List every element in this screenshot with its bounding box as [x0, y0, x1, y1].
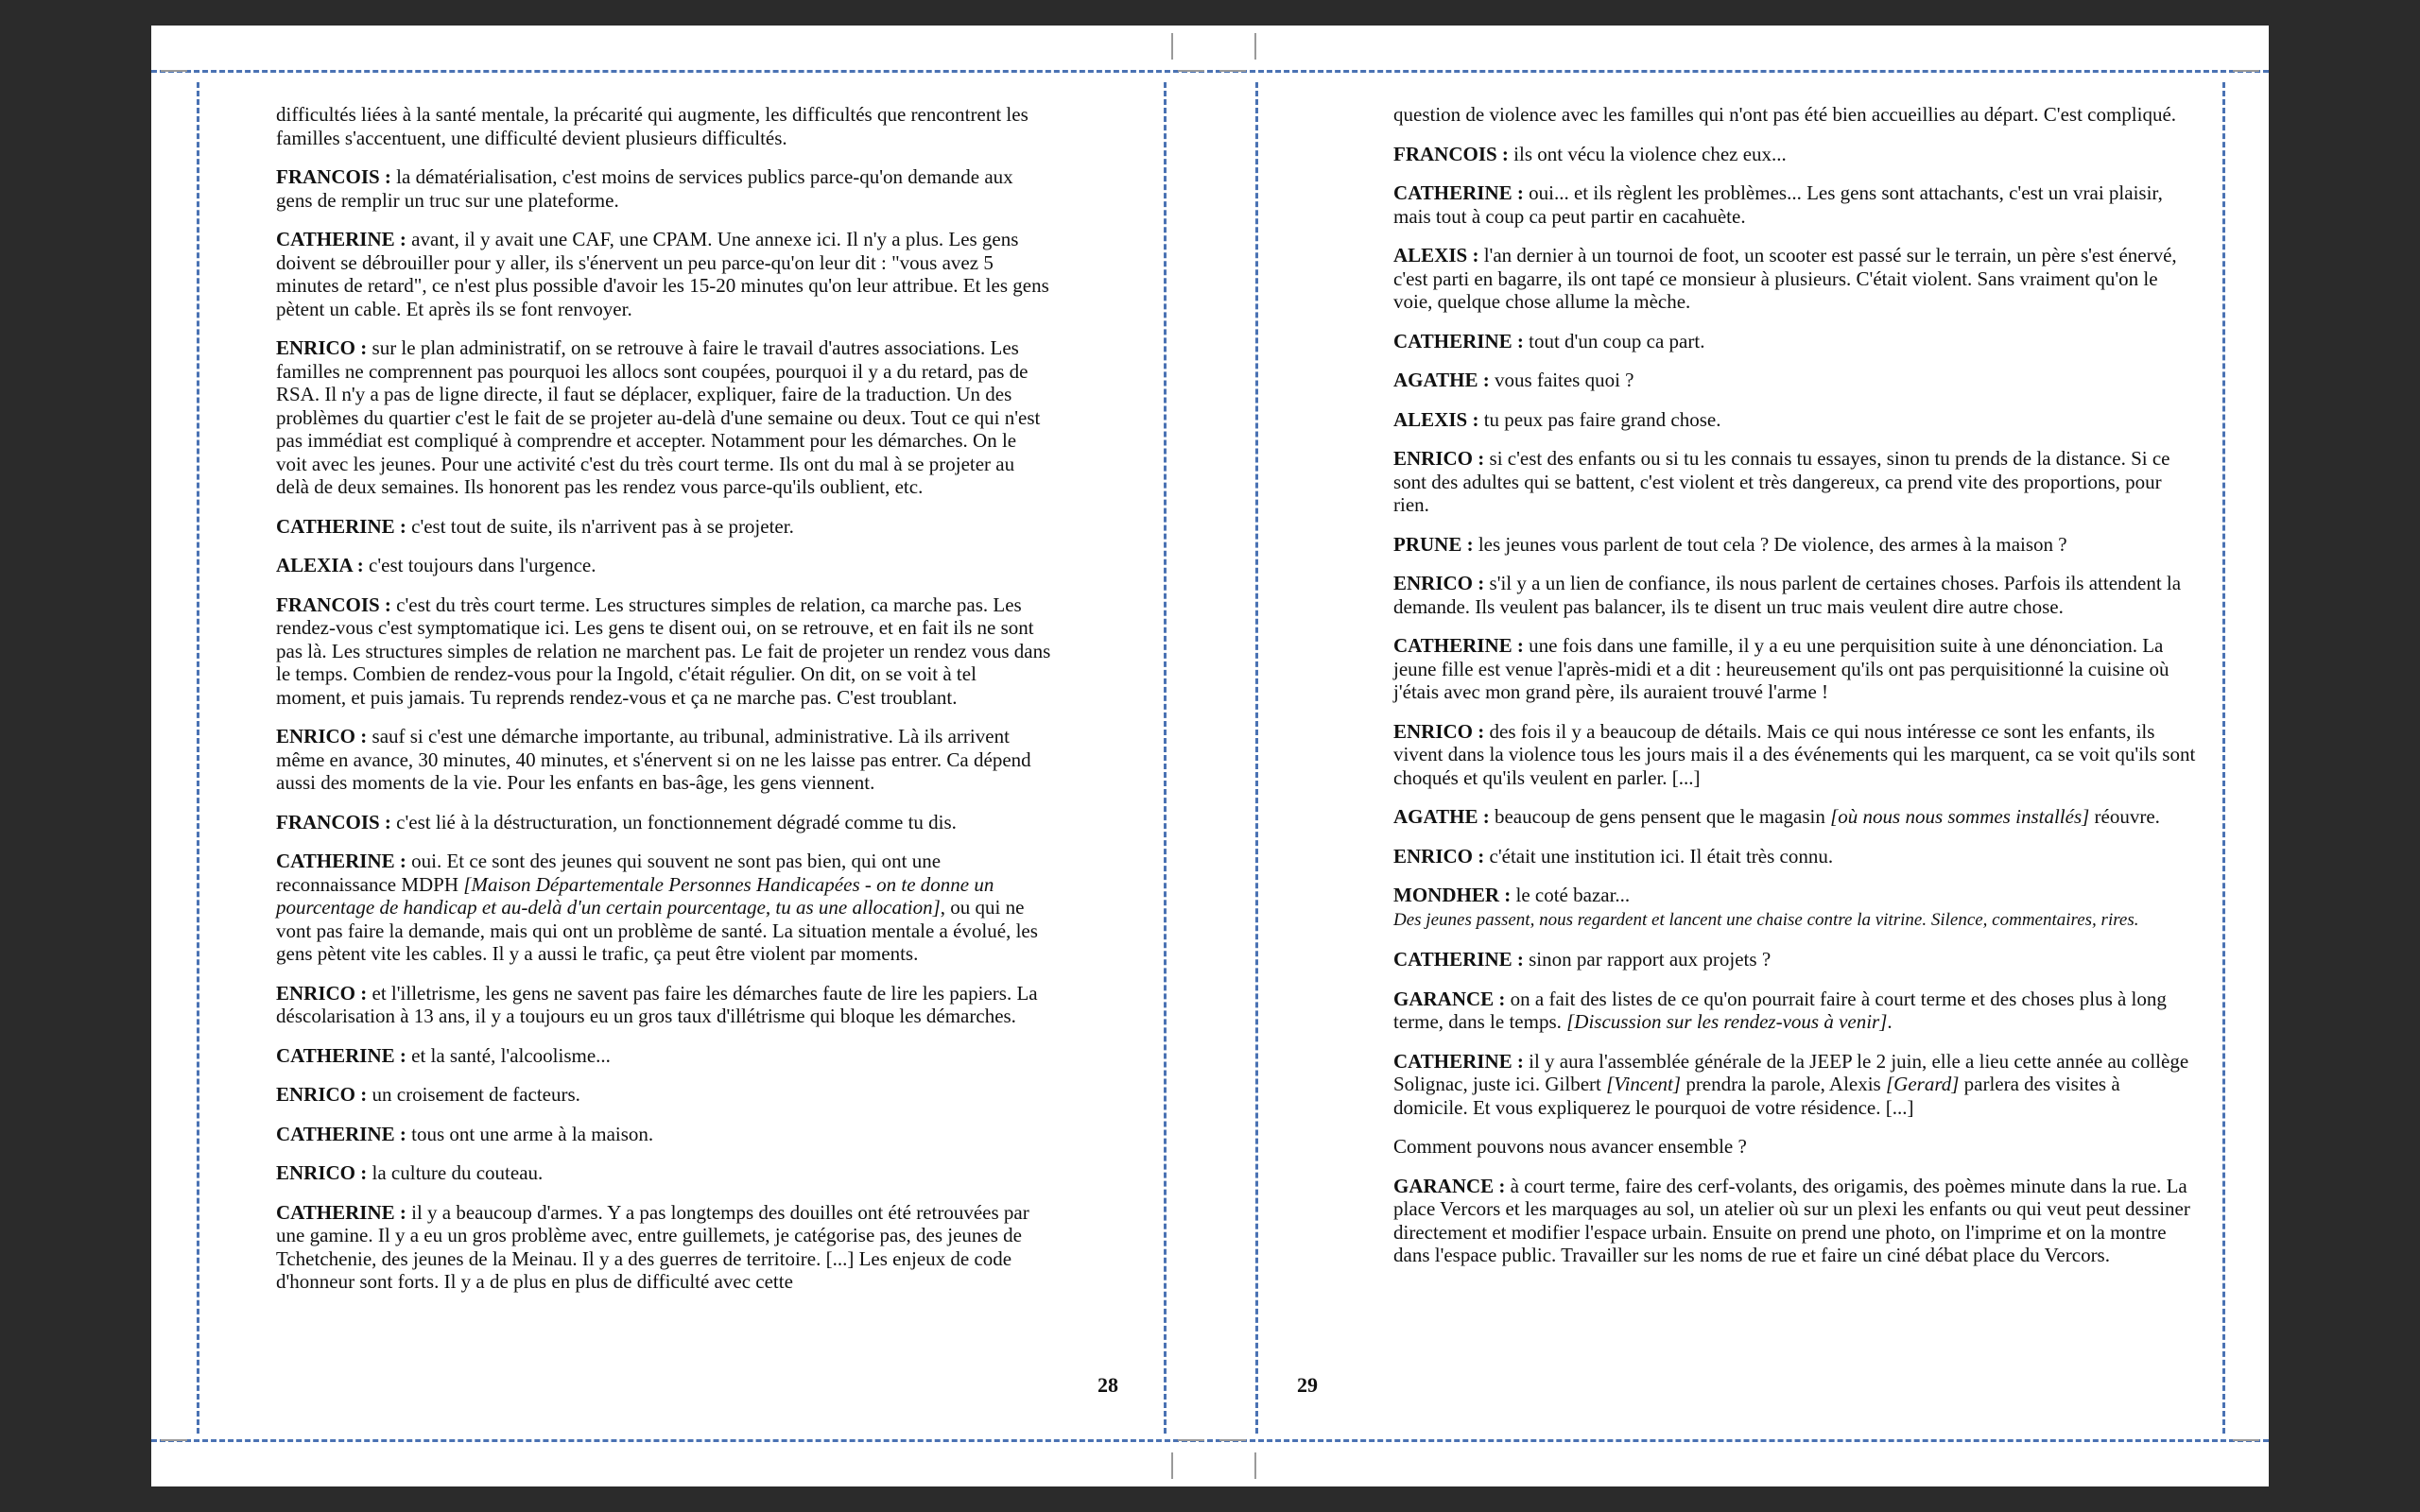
- crop-mark: [1254, 33, 1256, 60]
- paragraph-text: l'an dernier à un tournoi de foot, un scooter est passé sur le terrain, un père s'est énervé, c'est parti en bagarre, ils ont tapé ce monsieur à plusieurs. C'était violent. Sans vraiment qu'on le voie, quelque chose allume la mèche.: [1393, 244, 2177, 313]
- speaker-name: CATHERINE :: [276, 228, 406, 250]
- dialogue-paragraph: [276, 1161, 1051, 1185]
- crop-mark: [1219, 70, 1246, 72]
- paragraph-text: les jeunes vous parlent de tout cela ? De violence, des armes à la maison ?: [1473, 532, 2067, 556]
- editorial-note: [Discussion sur les rendez-vous à venir]: [1566, 1010, 1888, 1033]
- page-left-text: [276, 103, 1051, 1310]
- paragraph-text: vous faites quoi ?: [1489, 369, 1634, 391]
- speaker-name: CATHERINE :: [1393, 948, 1524, 971]
- speaker-name: CATHERINE :: [1393, 1049, 1524, 1073]
- page-right: [1255, 26, 2269, 1486]
- bleed-guide-left-inner: [1164, 82, 1167, 1434]
- speaker-name: FRANCOIS :: [1393, 142, 1509, 165]
- dialogue-paragraph: [276, 1083, 1051, 1107]
- dialogue-paragraph: [276, 554, 1051, 577]
- dialogue-paragraph: [1393, 1175, 2197, 1267]
- speaker-name: ENRICO :: [276, 1083, 368, 1106]
- dialogue-paragraph: [276, 811, 1051, 834]
- paragraph-text: oui... et ils règlent les problèmes... Les gens sont attachants, c'est un vrai plaisir, mais tout à coup ca peut partir en cacahuète.: [1393, 181, 2163, 228]
- dialogue-paragraph: [1393, 572, 2197, 618]
- dialogue-paragraph: [1393, 330, 2197, 353]
- speaker-name: ENRICO :: [276, 725, 368, 747]
- crop-mark: [2233, 70, 2259, 72]
- dialogue-paragraph: [276, 103, 1051, 149]
- page-gutter: [1172, 26, 1255, 1486]
- crop-mark: [1178, 1439, 1204, 1441]
- crop-mark: [1171, 33, 1173, 60]
- dialogue-paragraph: [1393, 720, 2197, 790]
- speaker-name: CATHERINE :: [1393, 634, 1524, 657]
- dialogue-paragraph: [1393, 103, 2197, 127]
- speaker-name: FRANCOIS :: [276, 810, 391, 833]
- speaker-name: FRANCOIS :: [276, 165, 391, 188]
- paragraph-text: la culture du couteau.: [367, 1161, 544, 1184]
- dialogue-paragraph: [276, 1201, 1051, 1294]
- paragraph-text: sauf si c'est une démarche importante, au tribunal, administrative. Là ils arrivent même en avance, 30 minutes, 40 minutes, et s'énervent si on ne les laisse pas entrer. Ca dépend aussi des moments de la vie. Pour les enfants en bas-âge, les gens viennent.: [276, 725, 1031, 794]
- speaker-name: AGATHE :: [1393, 805, 1490, 828]
- speaker-name: ENRICO :: [1393, 447, 1485, 470]
- bleed-guide-right-outer: [2222, 82, 2225, 1434]
- paragraph-text: un croisement de facteurs.: [367, 1083, 580, 1106]
- bleed-guide-left-outer: [197, 82, 199, 1434]
- page-left: [151, 26, 1172, 1486]
- dialogue-paragraph: [1393, 884, 2197, 932]
- dialogue-paragraph: [1393, 143, 2197, 166]
- paragraph-text: c'est toujours dans l'urgence.: [363, 554, 596, 576]
- paragraph-text: sinon par rapport aux projets ?: [1523, 948, 1772, 971]
- crop-mark: [1171, 1452, 1173, 1479]
- paragraph-text: on a fait des listes de ce qu'on pourrait faire à court terme et des choses plus à long terme, dans le temps.: [1393, 987, 2167, 1033]
- speaker-name: ALEXIA :: [276, 554, 364, 576]
- paragraph-text: question de violence avec les familles qui n'ont pas été bien accueillies au départ. C'est compliqué.: [1393, 103, 2177, 126]
- speaker-name: MONDHER :: [1393, 884, 1512, 906]
- speaker-name: CATHERINE :: [276, 850, 406, 872]
- paragraph-text: s'il y a un lien de confiance, ils nous parlent de certaines choses. Parfois ils attendent la demande. Ils veulent pas balancer, ils te disent un truc mais veulent dire autre chose.: [1393, 572, 2182, 618]
- dialogue-paragraph: [1393, 948, 2197, 971]
- paragraph-text: tout d'un coup ca part.: [1523, 329, 1705, 352]
- speaker-name: ENRICO :: [1393, 719, 1485, 743]
- speaker-name: CATHERINE :: [1393, 329, 1524, 352]
- paragraph-text: tous ont une arme à la maison.: [406, 1122, 654, 1145]
- paragraph-text: si c'est des enfants ou si tu les connais tu essayes, sinon tu prends de la distance. Si ce sont des adultes qui se battent, c'est violent et très dangereux, ca prend vite des proportions, pour rien.: [1393, 447, 2170, 516]
- dialogue-paragraph: [1393, 988, 2197, 1034]
- paragraph-text: beaucoup de gens pensent que le magasin: [1489, 805, 1831, 828]
- dialogue-paragraph: [276, 982, 1051, 1028]
- paragraph-text: il y aura l'assemblée générale de la JEEP le 2 juin, elle a lieu cette année au collège Solignac, juste ici. Gilbert: [1393, 1049, 2189, 1095]
- crop-mark: [2233, 1439, 2259, 1441]
- page-number-right: 29: [1297, 1373, 1318, 1397]
- paragraph-text: c'est tout de suite, ils n'arrivent pas à se projeter.: [406, 514, 794, 538]
- speaker-name: ALEXIS :: [1393, 407, 1479, 431]
- speaker-name: ENRICO :: [276, 336, 368, 359]
- dialogue-paragraph: [276, 850, 1051, 966]
- dialogue-paragraph: [276, 593, 1051, 710]
- speaker-name: AGATHE :: [1393, 369, 1490, 391]
- dialogue-paragraph: [276, 228, 1051, 320]
- editorial-note: [Vincent]: [1606, 1073, 1682, 1095]
- page-right-text: [1393, 103, 2197, 1283]
- editorial-note: [Gerard]: [1885, 1073, 1960, 1095]
- paragraph-text: ils ont vécu la violence chez eux...: [1508, 142, 1787, 165]
- crop-mark: [1178, 70, 1204, 72]
- dialogue-paragraph: [1393, 1135, 2197, 1159]
- speaker-name: CATHERINE :: [276, 1200, 406, 1224]
- dialogue-paragraph: [1393, 181, 2197, 228]
- dialogue-paragraph: [1393, 244, 2197, 314]
- crop-mark: [161, 70, 187, 72]
- speaker-name: CATHERINE :: [276, 514, 406, 538]
- speaker-name: ALEXIS :: [1393, 244, 1479, 266]
- speaker-name: ENRICO :: [1393, 844, 1485, 868]
- speaker-name: CATHERINE :: [276, 1043, 406, 1067]
- paragraph-text-continued: réouvre.: [2089, 805, 2160, 828]
- speaker-name: ENRICO :: [276, 1161, 368, 1184]
- dialogue-paragraph: [1393, 634, 2197, 704]
- paragraph-text: c'est du très court terme. Les structures simples de relation, ca marche pas. Les rendez-vous c'est symptomatique ici. Les gens te disent oui, on se retrouve, et en fait ils ne sont pas là. Les structures simples de relation ne marchent pas. Le fait de projeter un rendez vous dans le temps. Combien de rendez-vous pour la Ingold, c'était régulier. On dit, on se voit à tel moment, et puis jamais. Tu reprends rendez-vous et ça ne marche pas. C'est troublant.: [276, 593, 1051, 709]
- crop-mark: [1219, 1439, 1246, 1441]
- paragraph-text: et l'illetrisme, les gens ne savent pas faire les démarches faute de lire les papiers. La déscolarisation à 13 ans, il y a toujours eu un gros taux d'illétrisme qui bloque les démarches.: [276, 981, 1038, 1027]
- speaker-name: ENRICO :: [276, 981, 368, 1005]
- speaker-name: PRUNE :: [1393, 532, 1474, 556]
- paragraph-text-continued: prendra la parole, Alexis: [1681, 1073, 1886, 1095]
- dialogue-paragraph: [1393, 805, 2197, 829]
- bleed-guide-right-inner: [1255, 82, 1258, 1434]
- speaker-name: GARANCE :: [1393, 1174, 1506, 1197]
- paragraph-text: le coté bazar...: [1511, 884, 1631, 906]
- paragraph-text: Comment pouvons nous avancer ensemble ?: [1393, 1135, 1747, 1158]
- speaker-name: CATHERINE :: [1393, 181, 1524, 204]
- dialogue-paragraph: [1393, 447, 2197, 517]
- dialogue-paragraph: [1393, 408, 2197, 432]
- dialogue-paragraph: [1393, 845, 2197, 868]
- dialogue-paragraph: [276, 165, 1051, 212]
- crop-mark: [1254, 1452, 1256, 1479]
- speaker-name: GARANCE :: [1393, 987, 1506, 1010]
- paragraph-text: avant, il y avait une CAF, une CPAM. Une annexe ici. Il n'y a plus. Les gens doivent se débrouiller pour y aller, ils s'énervent un peu parce-qu'on leur dit : "vous avez 5 minutes de retard", ce n'est plus possible d'avoir les 15-20 minutes qu'on leur attribue. Et les gens pètent un cable. Et après ils se font renvoyer.: [276, 228, 1049, 320]
- paragraph-text-continued: .: [1887, 1010, 1893, 1033]
- paragraph-text-continued: parlera des visites à domicile. Et vous expliquerez le pourquoi de votre résidence. [...]: [1393, 1073, 2120, 1119]
- dialogue-paragraph: [276, 515, 1051, 539]
- crop-mark: [161, 1439, 187, 1441]
- dialogue-paragraph: [1393, 533, 2197, 557]
- paragraph-text: c'était une institution ici. Il était très connu.: [1484, 844, 1834, 868]
- dialogue-paragraph: [1393, 1050, 2197, 1120]
- speaker-name: CATHERINE :: [276, 1122, 406, 1145]
- dialogue-paragraph: [276, 1123, 1051, 1146]
- paragraph-text: à court terme, faire des cerf-volants, des origamis, des poèmes minute dans la rue. La place Vercors et les marquages au sol, un atelier où sur un plexi les enfants ou qui veut peut dessiner directement et modifier l'espace urbain. Ensuite on prend une photo, on l'imprime et on la montre dans l'espace public. Travailler sur les noms de rue et faire un ciné débat place du Vercors.: [1393, 1174, 2190, 1266]
- speaker-name: ENRICO :: [1393, 572, 1485, 594]
- paragraph-text: et la santé, l'alcoolisme...: [406, 1043, 611, 1067]
- dialogue-paragraph: [276, 1044, 1051, 1068]
- paragraph-text: sur le plan administratif, on se retrouve à faire le travail d'autres associations. Les familles ne comprennent pas pourquoi les allocs sont coupées, pourquoi il y a du retard, pas de RSA. Il n'y a pas de ligne directe, il faut se déplacer, expliquer, faire de la traduction. Un des problèmes du quartier c'est le fait de se projeter au-delà d'une semaine ou deux. Tout ce qui n'est pas immédiat est compliqué à comprendre et accepter. Notamment pour les démarches. On le voit avec les jeunes. Pour une activité c'est du très court terme. Ils ont du mal à se projeter au delà de deux semaines. Ils honorent pas les rendez vous parce-qu'ils oublient, etc.: [276, 336, 1041, 498]
- editorial-note: [où nous nous sommes installés]: [1830, 805, 2090, 828]
- paragraph-text: tu peux pas faire grand chose.: [1478, 407, 1721, 431]
- paragraph-text: une fois dans une famille, il y a eu une perquisition suite à une dénonciation. La jeune fille est venue l'après-midi et a dit : heureusement qu'ils ont pas perquisitionné la cuisine où j'étais avec mon grand père, ils auraient trouvé l'arme !: [1393, 634, 2169, 703]
- paragraph-text: oui. Et ce sont des jeunes qui souvent ne sont pas bien, qui ont une reconnaissance MDPH: [276, 850, 942, 896]
- page-number-left: 28: [1098, 1373, 1118, 1397]
- bleed-guide-top: [151, 70, 2269, 73]
- dialogue-paragraph: [276, 725, 1051, 795]
- paragraph-text: des fois il y a beaucoup de détails. Mais ce qui nous intéresse ce sont les enfants, ils vivent dans la violence tous les jours mais il a des événements qui les marquent, ca se voit qu'ils sont choqués et qu'ils veulent en parler. [...]: [1393, 719, 2196, 789]
- paragraph-text: la dématérialisation, c'est moins de services publics parce-qu'on demande aux gens de remplir un truc sur une plateforme.: [276, 165, 1013, 212]
- paragraph-text: il y a beaucoup d'armes. Y a pas longtemps des douilles ont été retrouvées par une gamine. Il y a eu un gros problème avec, entre guillemets, je catégorise pas, des jeunes de Tchetchenie, des jeunes de la Meinau. Il y a des guerres de territoire. [...] Les enjeux de code d'honneur sont forts. Il y a de plus en plus de difficulté avec cette: [276, 1200, 1029, 1293]
- editorial-note: [Maison Départementale Personnes Handicapées - on te donne un pourcentage de handicap et au-delà d'un certain pourcentage, tu as une allocation]: [276, 872, 994, 919]
- dialogue-paragraph: [276, 336, 1051, 499]
- stage-direction: Des jeunes passent, nous regardent et lancent une chaise contre la vitrine. Silence, commentaires, rires.: [1393, 909, 2139, 930]
- speaker-name: FRANCOIS :: [276, 593, 391, 616]
- dialogue-paragraph: [1393, 369, 2197, 392]
- paragraph-text: c'est lié à la déstructuration, un fonctionnement dégradé comme tu dis.: [390, 810, 957, 833]
- bleed-guide-bottom: [151, 1439, 2269, 1442]
- paragraph-text: difficultés liées à la santé mentale, la précarité qui augmente, les difficultés que rencontrent les familles s'accentuent, une difficulté devient plusieurs difficultés.: [276, 103, 1028, 149]
- document-spread: [151, 26, 2269, 1486]
- paragraph-text-continued: , ou qui ne vont pas faire la demande, mais qui ont un problème de santé. La situation mentale a évolué, les gens pètent vite les cables. Il y a aussi le trafic, ça peut être violent par moments.: [276, 896, 1038, 965]
